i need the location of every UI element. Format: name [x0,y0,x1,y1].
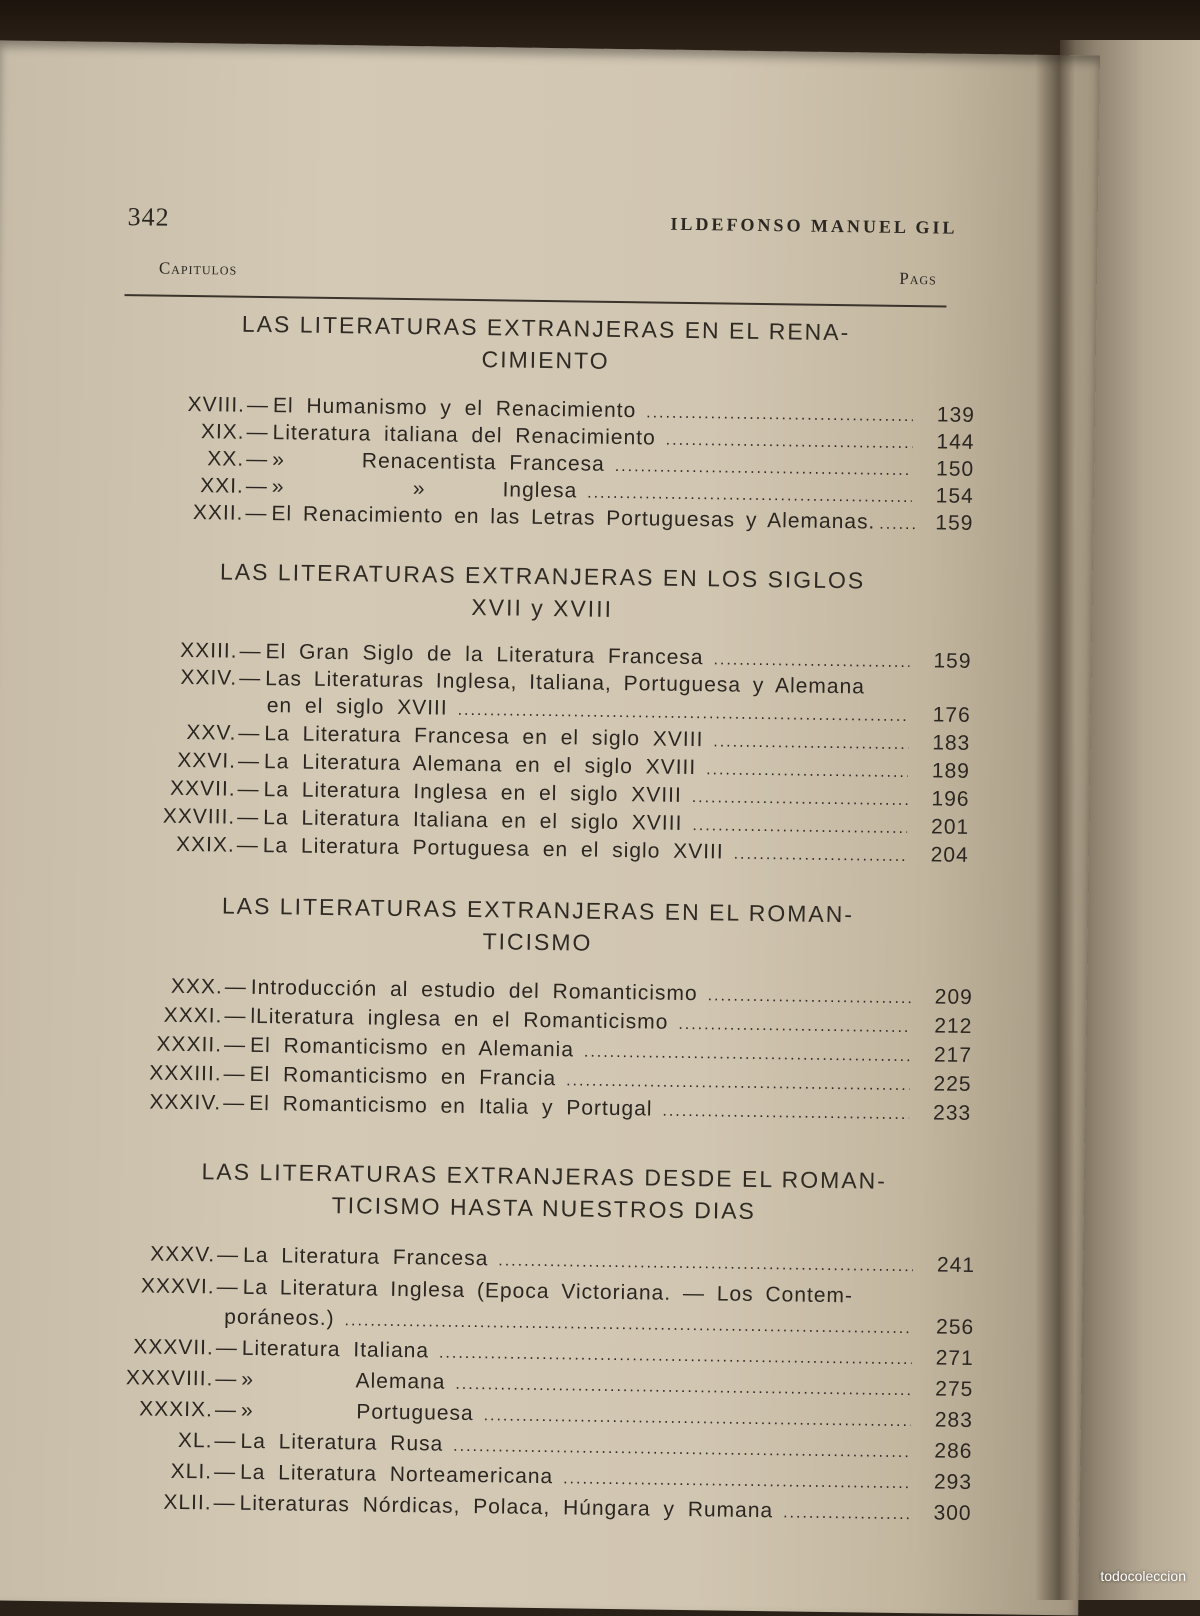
chapter-title: La Literatura Francesa [242,1243,489,1271]
chapter-title: La Literatura Norteamericana [239,1460,554,1489]
chapter-title: El Humanismo y el Renacimiento [272,394,637,423]
chapter-number: XIX. [200,420,245,444]
section-title [187,889,888,963]
page-ref: 225 [933,1072,972,1096]
chapter-title: El Romanticismo en Francia [249,1062,557,1091]
chapter-number: XLI. [170,1459,213,1484]
page-ref: 275 [935,1377,974,1402]
chapter-title: Las Literaturas Inglesa, Italiana, Portuguesa y Alemana [265,667,866,699]
toc-entry[interactable]: XXI. — » » Inglesa ..... 154 [134,473,974,513]
chapter-number: XXXVII. [133,1335,214,1360]
section-title [192,555,893,629]
toc-entry[interactable]: XXIX. — La Literatura Portuguesa en el siglo XVIII ..... 204 [115,832,969,872]
running-head [127,202,957,254]
chapter-title: La Literatura Rusa [240,1429,444,1456]
page-ref: 300 [933,1501,972,1526]
leader-dots [439,1345,912,1370]
section-title-line: CIMIENTO [481,346,610,374]
chapter-number: XXVI. [177,748,237,773]
chapter-title: Literatura italiana del Renacimiento [272,421,656,450]
chapter-title: La Literatura Inglesa (Epoca Victoriana. — Los Contem- [242,1275,854,1308]
chapter-number: XLII. [163,1490,212,1515]
leader-dots [713,733,908,754]
chapter-number: XXVII. [169,776,236,801]
toc-entry[interactable]: XXXVI. — La Literatura Inglesa (Epoca Victoriana. — Los Contem- [78,1274,974,1315]
chapter-title: » » Inglesa [271,475,578,503]
toc-entry[interactable]: XXVIII. — La Literatura Italiana en el siglo XVIII ..... 201 [115,804,969,844]
toc-entry[interactable]: XX. — » Renacentista Francesa ..... 150 [134,446,974,486]
chapter-number: XXXI. [163,1003,223,1028]
leader-dots [584,1044,910,1067]
chapter-title: » Portuguesa [240,1398,474,1426]
page-ref: 196 [931,787,970,811]
chapter-number: XL. [177,1428,213,1453]
page-ref: 201 [930,815,970,839]
page-ref: 293 [933,1470,973,1495]
page-ref: 217 [933,1043,973,1067]
toc-entry[interactable]: XXXII. — El Romanticismo en Alemania ..... 217 [98,1032,972,1072]
chapter-title: » Alemana [241,1367,446,1394]
page-ref: 183 [932,731,971,755]
section-title-line: LAS LITERATURAS EXTRANJERAS DESDE EL ROMAN- [201,1158,888,1194]
page-ref: 256 [935,1315,975,1340]
page-ref: 271 [935,1346,974,1371]
header-author: ILDEFONSO MANUEL GIL [670,213,958,238]
toc-entry[interactable]: XXV. — La Literatura Francesa en el siglo XVIII ..... 183 [116,720,970,760]
leader-dots [344,1312,912,1338]
toc-entry[interactable]: XXX. — Introducción al estudio del Romanticismo ..... 209 [99,974,973,1014]
site-watermark: todocoleccion [1100,1568,1186,1584]
chapter-number: XXXIII. [149,1061,222,1086]
section-title-line: XVII y XVIII [471,593,614,622]
leader-dots [455,1376,911,1400]
chapters-heading: Capitulos [158,258,238,279]
toc-entry[interactable]: XXVII. — La Literatura Inglesa en el siglo XVIII ..... 196 [115,776,969,816]
book-page [0,40,1100,1615]
section-title-line: TICISMO HASTA NUESTROS DIAS [331,1192,757,1224]
leader-dots [713,651,909,672]
leader-dots [498,1252,913,1276]
page-ref: 204 [930,843,969,867]
toc-entry[interactable]: XXIII. — El Gran Siglo de la Literatura Francesa ..... 159 [117,638,971,678]
page-ref: 283 [934,1408,974,1433]
chapter-title: El Gran Siglo de la Literatura Francesa [265,640,704,670]
chapter-number: XXV. [186,720,237,745]
page-ref: 286 [934,1439,973,1464]
chapter-number: XXVIII. [162,804,236,829]
chapter-title: El Romanticismo en Italia y Portugal [249,1091,653,1121]
leader-dots [484,1407,911,1431]
leader-dots [666,432,913,453]
chapter-title: Introducción al estudio del Romanticismo [250,975,698,1006]
chapter-title: Literaturas Nórdicas, Polaca, Húngara y Rumana [239,1491,774,1523]
leader-dots [692,789,908,810]
leader-dots [706,761,908,782]
chapter-number: XXX. [170,974,224,999]
chapter-number: XXXIX. [139,1397,214,1422]
page-ref: 189 [931,759,971,783]
chapter-number: XXIII. [180,638,238,663]
page-ref: 139 [936,403,976,427]
page-ref: 154 [935,484,974,508]
section-title-line: LAS LITERATURAS EXTRANJERAS EN EL ROMAN- [221,892,855,928]
page-number: 342 [127,202,170,232]
chapter-number: XXXII. [156,1032,223,1057]
toc-entry[interactable]: XXXVII. — Literatura Italiana ..... 271 [78,1335,974,1376]
leader-dots [879,516,919,535]
leader-dots [708,987,911,1008]
toc-entry[interactable]: XXXI. — lLiteratura inglesa en el Romanticismo ..... 212 [98,1003,972,1043]
chapter-number: XXIV. [180,665,238,690]
leader-dots [692,817,907,838]
page-ref: 150 [935,457,975,481]
chapter-number: XXXVI. [140,1274,215,1299]
chapter-title: Literatura Italiana [241,1336,430,1363]
toc-entry[interactable]: XXVI. — La Literatura Alemana en el siglo XVIII ..... 189 [116,748,970,788]
leader-dots [734,846,907,866]
chapter-title: La Literatura Portuguesa en el siglo XVIII [262,834,724,864]
page-ref: 241 [936,1253,976,1278]
column-headings [124,254,947,307]
chapter-title: El Romanticismo en Alemania [249,1033,575,1062]
chapter-title: lLiteratura inglesa en el Romanticismo [250,1004,669,1034]
chapter-title: » Renacentista Francesa [272,448,605,476]
chapter-number: XXI. [200,474,245,498]
chapter-title-continuation: poráneos.) [224,1305,335,1331]
toc-entry[interactable]: XVIII. — El Humanismo y el Renacimiento ..... 139 [135,392,975,432]
chapter-title: La Literatura Italiana en el siglo XVIII [263,806,683,835]
page-ref: 176 [932,703,971,727]
page-ref: 159 [933,649,972,673]
toc-entry[interactable]: XXXIV. — El Romanticismo en Italia y Portugal ..... 233 [97,1090,971,1130]
page-ref: 212 [934,1014,973,1038]
chapter-number: XVIII. [187,392,246,417]
chapter-number: XXXIV. [149,1090,222,1115]
toc-entry[interactable]: XXII. — El Renacimiento en las Letras Portuguesas y Alemanas. ..... 159 [133,500,973,540]
chapter-title-continuation: en el siglo XVIII [266,694,448,720]
section-title-line: LAS LITERATURAS EXTRANJERAS EN EL RENA- [241,310,851,346]
page-ref: 233 [932,1101,972,1125]
section-title [174,1155,915,1229]
chapter-number: XXXVIII. [125,1366,214,1391]
leader-dots [453,1438,910,1462]
chapter-title: La Literatura Inglesa en el siglo XVIII [263,778,682,807]
toc-entry[interactable]: XXXV. — La Literatura Francesa ..... 241 [79,1242,975,1283]
section-title-line: LAS LITERATURAS EXTRANJERAS EN LOS SIGLOS [219,558,866,594]
leader-dots [662,1103,909,1124]
leader-dots [646,404,913,426]
toc-entry[interactable]: XLI. — La Literatura Norteamericana ..... 293 [76,1459,972,1500]
leader-dots [678,1016,910,1037]
pages-heading: Pags [899,268,937,289]
chapter-title: La Literatura Francesa en el siglo XVIII [264,722,704,752]
leader-dots [783,1504,910,1524]
page-ref: 144 [936,430,975,454]
leader-dots [615,458,913,480]
chapter-number: XXXV. [150,1242,216,1267]
page-ref: 159 [935,511,974,535]
page-fold-shadow [1035,40,1075,1600]
toc-entry[interactable]: XXXIX. — » Portuguesa ..... 283 [77,1397,973,1438]
toc-entry[interactable]: XXXVIII. — » Alemana ..... 275 [77,1366,973,1407]
leader-dots [563,1470,910,1493]
leader-dots [458,702,909,726]
chapter-number: XX. [207,447,245,471]
leader-dots [566,1072,910,1095]
chapter-title: La Literatura Alemana en el siglo XVIII [263,750,697,780]
leader-dots [587,485,912,508]
toc-entry[interactable]: XLII. — Literaturas Nórdicas, Polaca, Húngara y Rumana ..... 300 [75,1490,971,1531]
chapter-number: XXIX. [175,832,235,857]
toc-entry[interactable]: XXXIII. — El Romanticismo en Francia ..... 225 [97,1061,971,1101]
chapter-number: XXII. [192,501,244,525]
section-title [195,307,896,381]
page-ref: 209 [934,985,973,1009]
chapter-title: El Renacimiento en las Letras Portuguesas y Alemanas. [271,502,876,534]
toc-entry[interactable]: XL. — La Literatura Rusa ..... 286 [76,1428,972,1469]
toc-entry[interactable]: XIX. — Literatura italiana del Renacimiento ..... 144 [134,419,974,459]
section-title-line: TICISMO [482,928,593,956]
toc-entry[interactable]: XXIV. — Las Literaturas Inglesa, Italiana, Portuguesa y Alemana [117,665,971,705]
